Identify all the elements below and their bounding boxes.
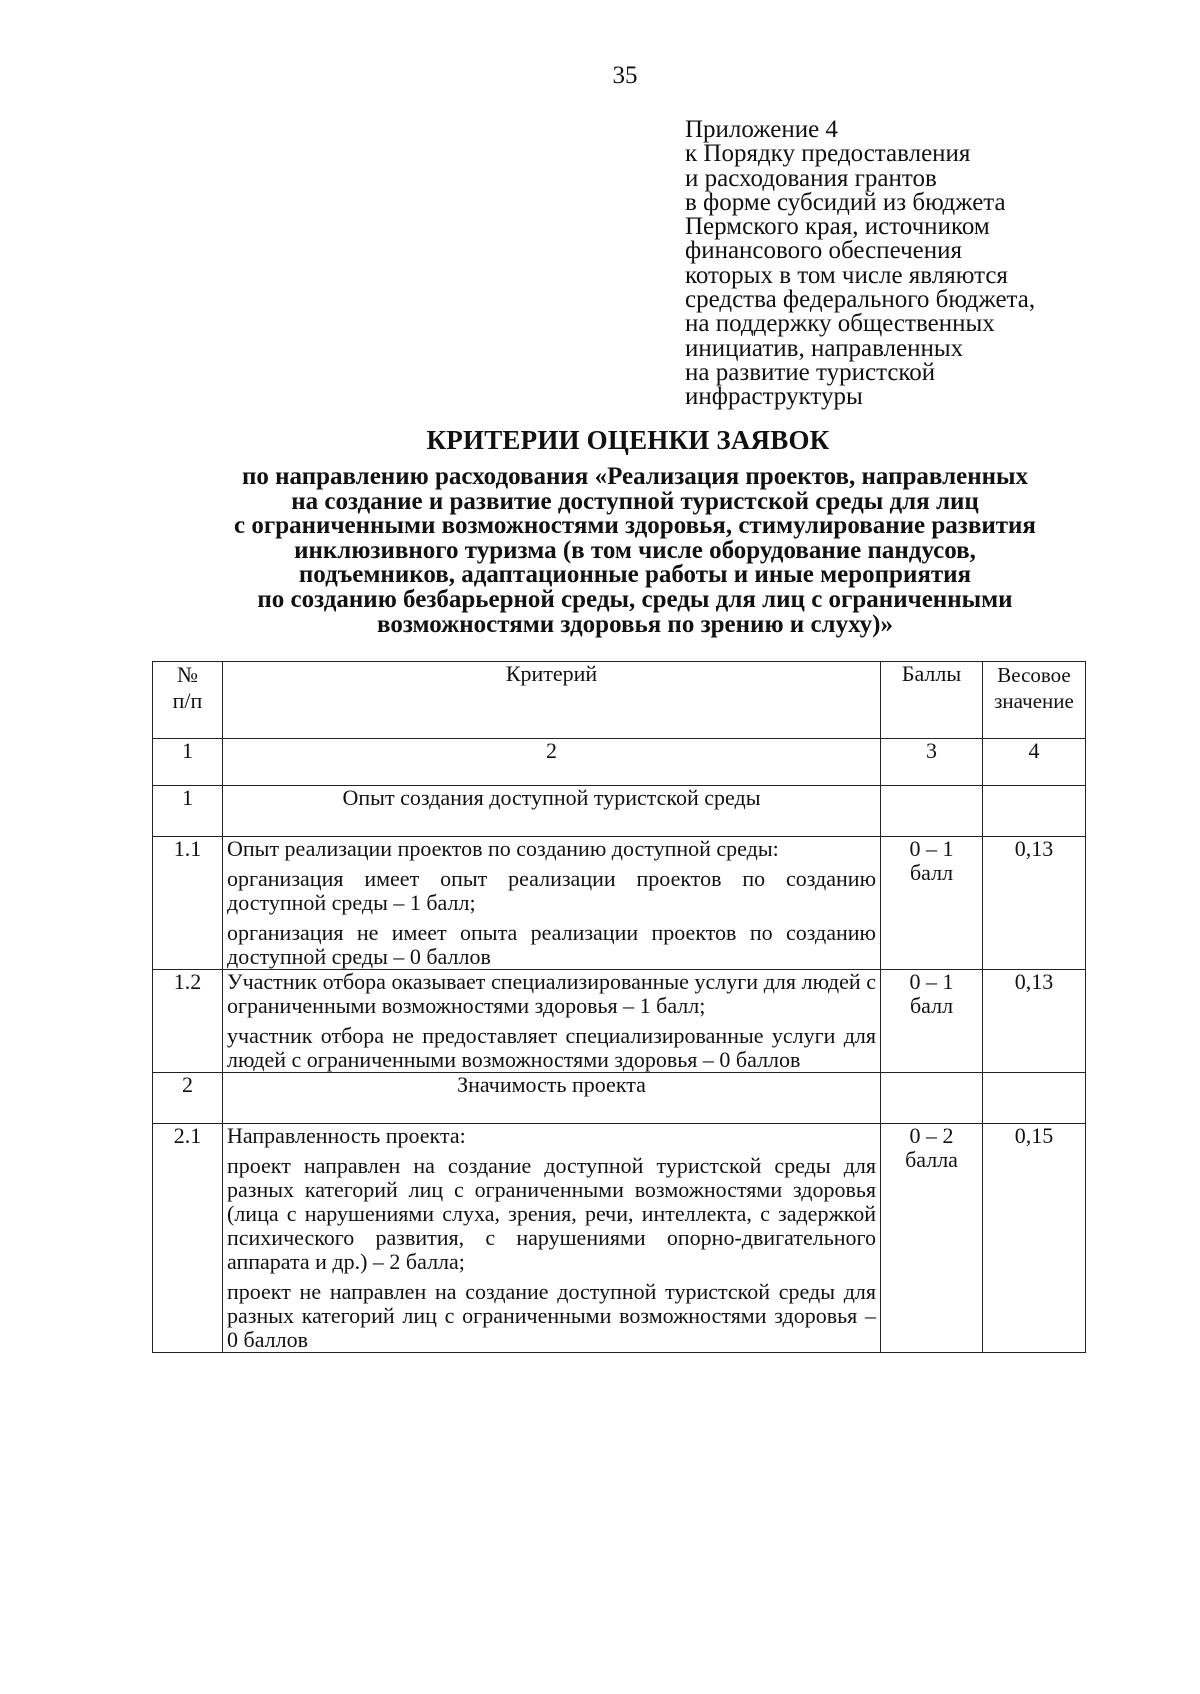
weight-cell: 0,13 xyxy=(983,970,1086,1073)
appendix-line: в форме субсидий из бюджета xyxy=(685,188,1006,216)
criterion-cell xyxy=(223,837,881,970)
appendix-line: инициатив, направленных xyxy=(685,334,964,362)
criterion-text: Опыт реализации проектов по созданию доступной среды: xyxy=(227,836,779,861)
subtitle-line: с ограниченными возможностями здоровья, стимулирование развития xyxy=(234,512,1036,540)
appendix-line: к Порядку предоставления xyxy=(685,140,971,168)
section-number: 2 xyxy=(153,1073,223,1124)
document-subtitle xyxy=(140,465,1130,637)
table-row xyxy=(153,970,1086,1073)
document-title: КРИТЕРИИ ОЦЕНКИ ЗАЯВОК xyxy=(426,425,830,455)
subtitle-line: на создание и развитие доступной туристской среды для лиц xyxy=(291,487,979,515)
header-weight-line: Весовое xyxy=(997,663,1071,687)
subtitle-line: по созданию безбарьерной среды, среды для лиц с ограниченными xyxy=(257,585,1013,613)
criterion-text: организация не имеет опыта реализации проектов по созданию доступной среды – 0 баллов xyxy=(227,920,876,969)
appendix-line: на развитие туристской xyxy=(685,358,936,386)
criterion-text: участник отбора не предоставляет специализированные услуги для людей с ограниченными возможностями здоровья – 0 баллов xyxy=(227,1023,876,1072)
header-number-abbr: п/п xyxy=(172,688,203,713)
section-number: 1 xyxy=(153,786,223,837)
header-criterion: Критерий xyxy=(223,662,881,739)
subtitle-line: возможностями здоровья по зрению и слуху)» xyxy=(377,610,893,638)
appendix-line: Приложение 4 xyxy=(685,116,838,143)
table-row xyxy=(153,1124,1086,1353)
criterion-text: Участник отбора оказывает специализированные услуги для людей с ограниченными возможностями здоровья – 1 балл; xyxy=(227,969,876,1018)
weight-cell: 0,13 xyxy=(983,837,1086,970)
header-number-sign: № xyxy=(177,662,198,687)
header-score: Баллы xyxy=(881,662,983,739)
criterion-text: Направленность проекта: xyxy=(227,1123,466,1148)
table-row xyxy=(153,837,1086,970)
score-cell xyxy=(881,970,983,1073)
score-range: 0 – 2 xyxy=(909,1123,954,1148)
column-index-row xyxy=(153,739,1086,786)
score-unit: балл xyxy=(909,993,954,1018)
header-weight-line: значение xyxy=(994,689,1074,713)
subtitle-line: инклюзивного туризма (в том числе оборудование пандусов, xyxy=(294,536,976,564)
header-number xyxy=(153,662,223,739)
criterion-text: проект направлен на создание доступной туристской среды для разных категорий лиц с ограниченными возможностями здоровья (лица с нарушениями слуха, зрения, речи, интеллекта, с задержкой психического развития, с нарушениями опорно-двигательного аппарата и др.) – 2 балла; xyxy=(227,1153,876,1274)
empty-cell xyxy=(983,1073,1086,1124)
row-number: 1.2 xyxy=(153,970,223,1073)
column-index-cell: 4 xyxy=(983,739,1086,786)
criterion-text: организация имеет опыт реализации проектов по созданию доступной среды – 1 балл; xyxy=(227,866,876,915)
appendix-header xyxy=(685,118,1105,410)
appendix-line: инфраструктуры xyxy=(685,383,863,411)
appendix-line: средства федерального бюджета, xyxy=(685,286,1036,314)
section-title: Значимость проекта xyxy=(223,1073,881,1124)
row-number: 2.1 xyxy=(153,1124,223,1353)
score-range: 0 – 1 xyxy=(909,969,954,994)
section-row xyxy=(153,786,1086,837)
criterion-cell xyxy=(223,970,881,1073)
column-index-cell: 3 xyxy=(881,739,983,786)
column-index-cell: 1 xyxy=(153,739,223,786)
subtitle-line: подъемников, адаптационные работы и иные мероприятия xyxy=(298,561,972,589)
section-title: Опыт создания доступной туристской среды xyxy=(223,786,881,837)
criterion-cell xyxy=(223,1124,881,1353)
score-cell xyxy=(881,1124,983,1353)
appendix-line: которых в том числе являются xyxy=(685,261,1008,289)
section-row xyxy=(153,1073,1086,1124)
subtitle-line: по направлению расходования «Реализация проектов, направленных xyxy=(241,463,1029,490)
appendix-line: и расходования грантов xyxy=(685,164,937,192)
empty-cell xyxy=(881,1073,983,1124)
score-unit: балла xyxy=(905,1147,958,1172)
column-index-cell: 2 xyxy=(223,739,881,786)
empty-cell xyxy=(881,786,983,837)
appendix-line: Пермского края, источником xyxy=(685,213,990,241)
page-number: 35 xyxy=(612,62,638,89)
criteria-table xyxy=(152,661,1086,1353)
score-cell xyxy=(881,837,983,970)
score-range: 0 – 1 xyxy=(909,836,954,861)
empty-cell xyxy=(983,786,1086,837)
appendix-line: финансового обеспечения xyxy=(685,237,963,265)
criterion-text: проект не направлен на создание доступной туристской среды для разных категорий лиц с ограниченными возможностями здоровья – 0 баллов xyxy=(227,1279,876,1352)
weight-cell: 0,15 xyxy=(983,1124,1086,1353)
score-unit: балл xyxy=(909,860,954,885)
header-weight xyxy=(983,662,1086,739)
table-header-row xyxy=(153,662,1086,739)
row-number: 1.1 xyxy=(153,837,223,970)
appendix-line: на поддержку общественных xyxy=(685,310,995,338)
